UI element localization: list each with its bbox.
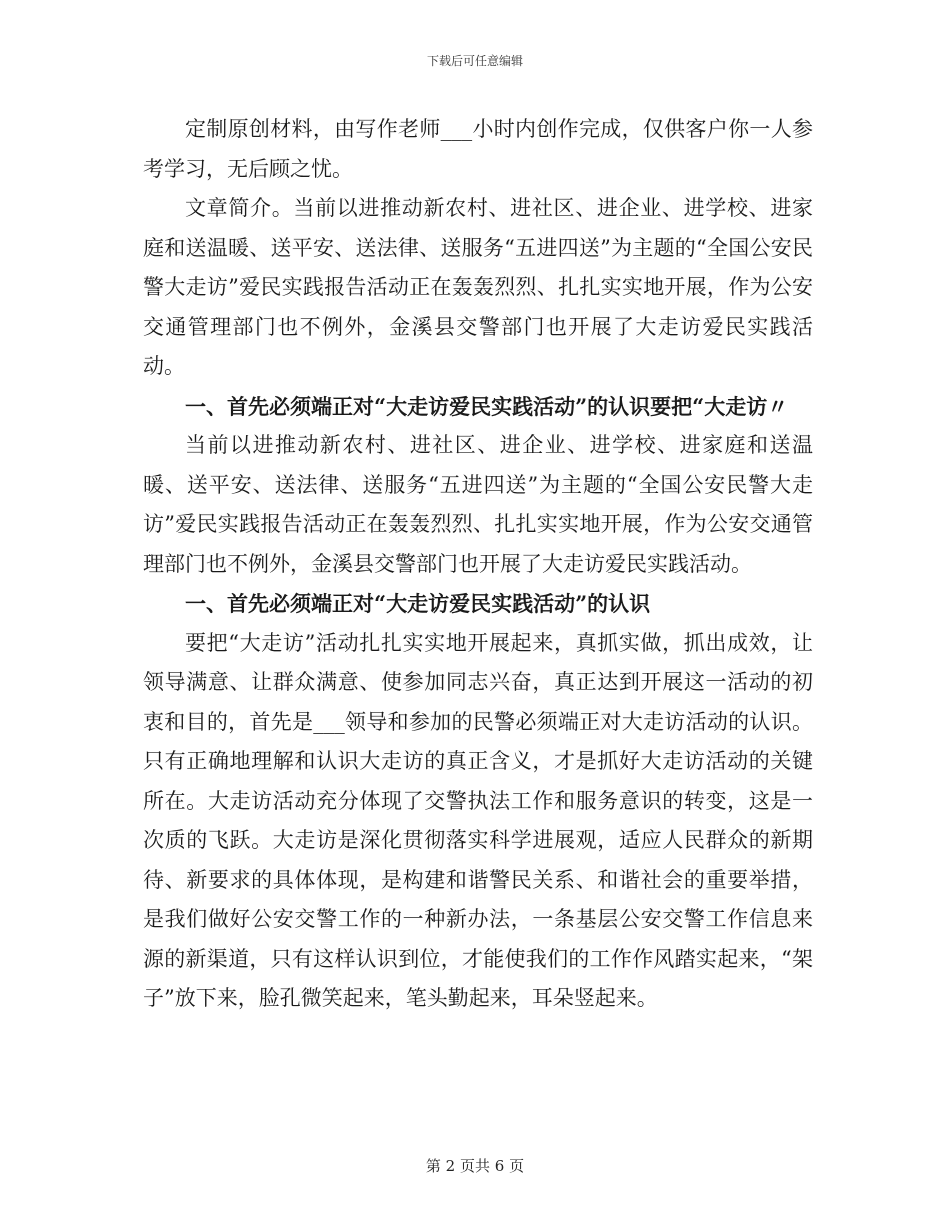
paragraph-background: 当前以进推动新农村、进社区、进企业、进学校、进家庭和送温暖、送平安、送法律、送服务“五进四送”为主题的“全国公安民警大走访”爱民实践报告活动正在轰轰烈烈、扎扎实实地开展，作为公安交通管理部门也不例外，金溪县交警部门也开展了大走访爱民实践活动。 [143, 433, 813, 576]
paragraph-intro-note: 定制原创材料，由写作老师___小时内创作完成，仅供客户你一人参考学习，无后顾之忧。 [143, 117, 813, 181]
document-body [143, 110, 813, 1019]
paragraph-summary: 文章简介。当前以进推动新农村、进社区、进企业、进学校、进家庭和送温暖、送平安、送法律、送服务“五进四送”为主题的“全国公安民警大走访”爱民实践报告活动正在轰轰烈烈、扎扎实实地开展，作为公安交通管理部门也不例外，金溪县交警部门也开展了大走访爱民实践活动。 [143, 196, 813, 378]
section-heading-1: 一、首先必须端正对“大走访爱民实践活动”的认识要把“大走访〃 [185, 393, 789, 419]
page-number: 第 2 页共 6 页 [425, 1157, 525, 1175]
section-heading-2: 一、首先必须端正对“大走访爱民实践活动”的认识 [185, 591, 651, 616]
paragraph-main: 要把“大走访”活动扎扎实实地开展起来，真抓实做，抓出成效，让领导满意、让群众满意、使参加同志兴奋，真正达到开展这一活动的初衷和目的，首先是___领导和参加的民警必须端正对大走访活动的认识。只有正确地理解和认识大走访的真正含义，才是抓好大走访活动的关键所在。大走访活动充分体现了交警执法工作和服务意识的转变，这是一次质的飞跃。大走访是深化贯彻落实科学进展观，适应人民群众的新期待、新要求的具体体现，是构建和谐警民关系、和谐社会的重要举措，是我们做好公安交警工作的一种新办法，一条基层公安交警工作信息来源的新渠道，只有这样认识到位，才能使我们的工作作风踏实起来，“架子”放下来，脸孔微笑起来，笔头勤起来，耳朵竖起来。 [143, 630, 813, 1010]
page-header: 下载后可任意编辑 [426, 54, 523, 68]
